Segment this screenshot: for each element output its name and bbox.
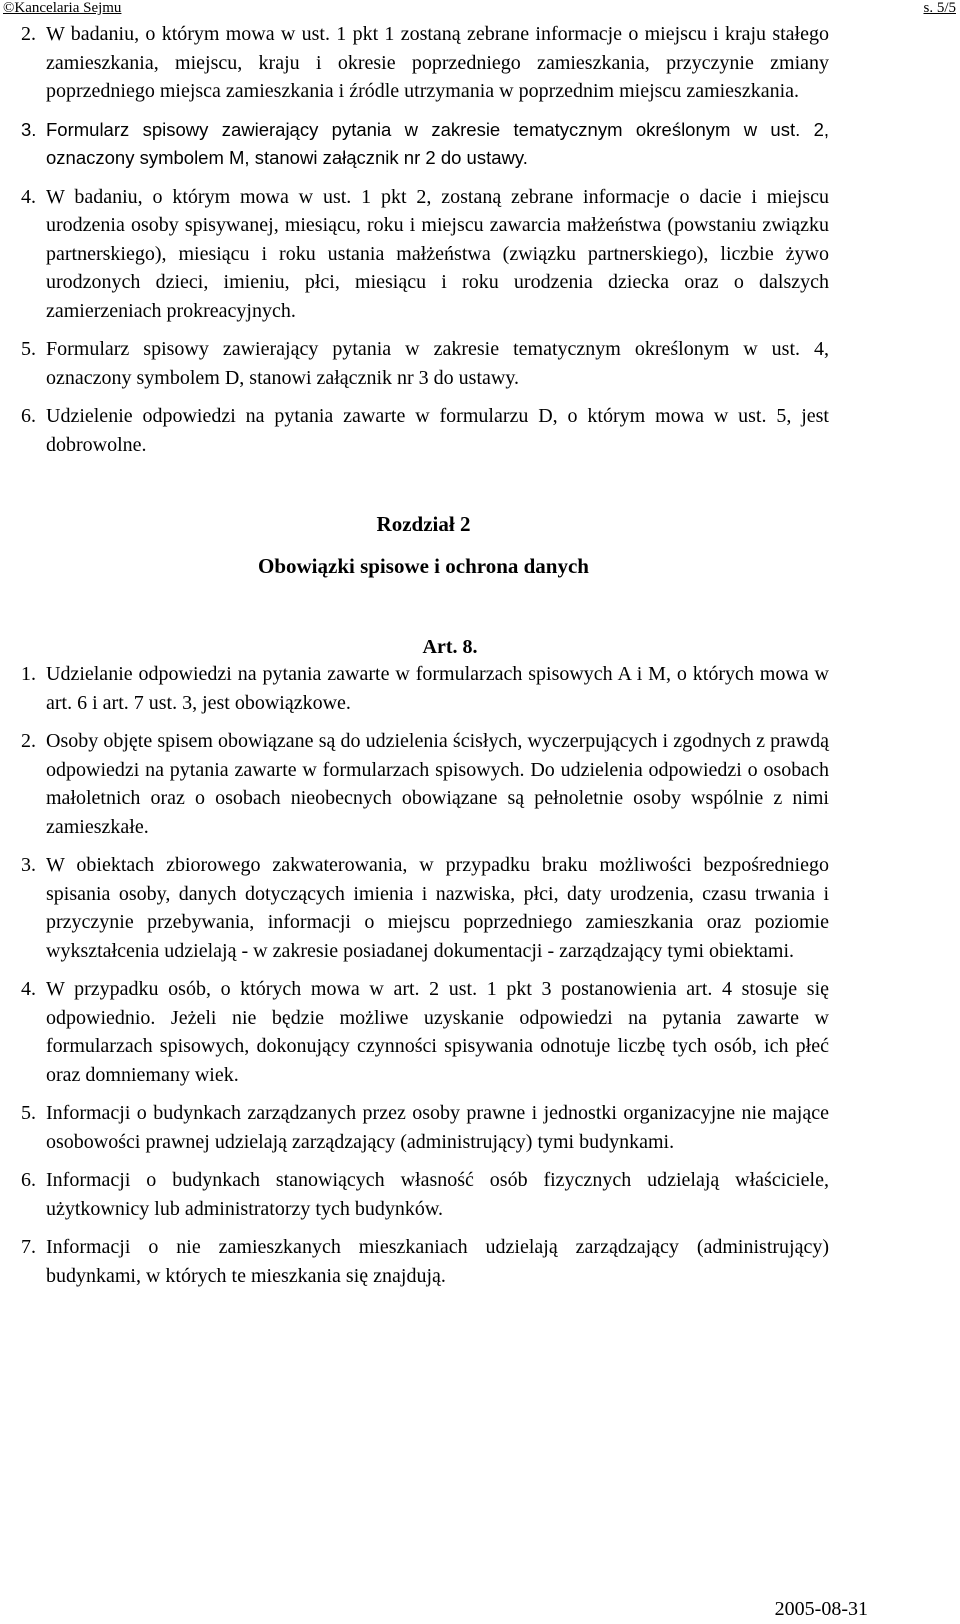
paragraph-2 [0, 20, 829, 106]
paragraph-number: 7. [21, 1236, 36, 1258]
paragraph-number: 2. [21, 730, 36, 752]
paragraph-text: W badaniu, o którym mowa w ust. 1 pkt 1 zostaną zebrane informacje o miejscu i kraju stałego zamieszkania, miejscu, kraju i okresie poprzedniego zamieszkania, przyczynie zmiany poprzedniego miejsca zamieszkania i źródle utrzymania w poprzednim miejscu zamieszkania. [46, 23, 829, 102]
article-paragraph-1 [0, 660, 829, 717]
paragraph-number: 2. [21, 23, 36, 45]
article-paragraph-5 [0, 1099, 829, 1156]
document-body [0, 20, 960, 1290]
chapter-number: Rozdział 2 [376, 512, 471, 536]
paragraph-4 [0, 183, 829, 326]
article-paragraph-6 [0, 1166, 829, 1223]
paragraph-text: Formularz spisowy zawierający pytania w zakresie tematycznym określonym w ust. 2, oznaczony symbolem M, stanowi załącznik nr 2 do ustawy. [46, 118, 829, 168]
paragraph-number: 1. [21, 663, 36, 685]
article-paragraph-4 [0, 975, 829, 1089]
paragraph-number: 6. [21, 1169, 36, 1191]
article-title: Art. 8. [422, 636, 478, 658]
paragraph-text: Informacji o nie zamieszkanych mieszkaniach udzielają zarządzający (administrujący) budynkami, w których te mieszkania się znajdują. [46, 1236, 829, 1287]
paragraph-6 [0, 402, 829, 459]
paragraph-text: W badaniu, o którym mowa w ust. 1 pkt 2, zostaną zebrane informacje o dacie i miejscu urodzenia osoby spisywanej, miesiącu, roku i miejscu zawarcia małżeństwa (powstaniu związku partnerskiego), miesiącu i roku ustania małżeństwa (związku partnerskiego), liczbie żywo urodzonych dzieci, imieniu, płci, miesiącu i roku urodzenia dziecka oraz o dalszych zamierzeniach prokreacyjnych. [46, 185, 829, 322]
paragraph-number: 4. [21, 185, 36, 208]
paragraph-number: 3. [21, 118, 37, 140]
paragraph-number: 5. [21, 1102, 36, 1124]
paragraph-text: Udzielenie odpowiedzi na pytania zawarte w formularzu D, o którym mowa w ust. 5, jest dobrowolne. [46, 405, 829, 456]
paragraph-3 [0, 116, 829, 173]
paragraph-text: Formularz spisowy zawierający pytania w zakresie tematycznym określonym w ust. 4, oznaczony symbolem D, stanowi załącznik nr 3 do ustawy. [46, 338, 829, 389]
header-source: ©Kancelaria Sejmu [3, 0, 122, 16]
paragraph-text: W obiektach zbiorowego zakwaterowania, w przypadku braku możliwości bezpośredniego spisania osoby, danych dotyczących imienia i nazwiska, płci, daty urodzenia, czasu trwania i przyczynie przebywania, informacji o miejscu poprzedniego zamieszkania oraz poziomie wykształcenia udzielają - w zakresie posiadanej dokumentacji - zarządzający tymi obiektami. [46, 854, 829, 962]
paragraph-text: W przypadku osób, o których mowa w art. 2 ust. 1 pkt 3 postanowienia art. 4 stosuje się odpowiednio. Jeżeli nie będzie możliwe uzyskanie odpowiedzi na pytania zawarte w formularzach spisowych, dokonujący czynności spisywania odnotuje liczbę tych osób, ich płeć oraz domniemany wiek. [46, 978, 829, 1086]
article-paragraph-2 [0, 727, 829, 841]
paragraph-number: 6. [21, 405, 36, 427]
paragraph-text: Informacji o budynkach zarządzanych przez osoby prawne i jednostki organizacyjne nie mające osobowości prawnej udzielają zarządzający (administrujący) tymi budynkami. [46, 1102, 829, 1153]
paragraph-text: Udzielanie odpowiedzi na pytania zawarte w formularzach spisowych A i M, o których mowa w art. 6 i art. 7 ust. 3, jest obowiązkowe. [46, 663, 829, 714]
paragraph-5 [0, 335, 829, 392]
footer-date: 2005-08-31 [774, 1598, 868, 1620]
article-paragraph-3 [0, 851, 829, 965]
paragraph-text: Osoby objęte spisem obowiązane są do udzielenia ścisłych, wyczerpujących i zgodnych z prawdą odpowiedzi na pytania zawarte w formularzach spisowych. Do udzielenia odpowiedzi o osobach małoletnich oraz o osobach nieobecnych obowiązane są pełnoletnie osoby wspólnie z nimi zamieszkałe. [46, 730, 829, 838]
paragraph-number: 4. [21, 978, 36, 1000]
paragraph-number: 3. [21, 854, 36, 876]
header-page-number: s. 5/5 [923, 0, 956, 16]
paragraph-text: Informacji o budynkach stanowiących własność osób fizycznych udzielają właściciele, użytkownicy lub administratorzy tych budynków. [46, 1169, 829, 1220]
article-paragraph-7 [0, 1233, 829, 1290]
chapter-title: Obowiązki spisowe i ochrona danych [257, 554, 589, 578]
paragraph-number: 5. [21, 338, 36, 360]
